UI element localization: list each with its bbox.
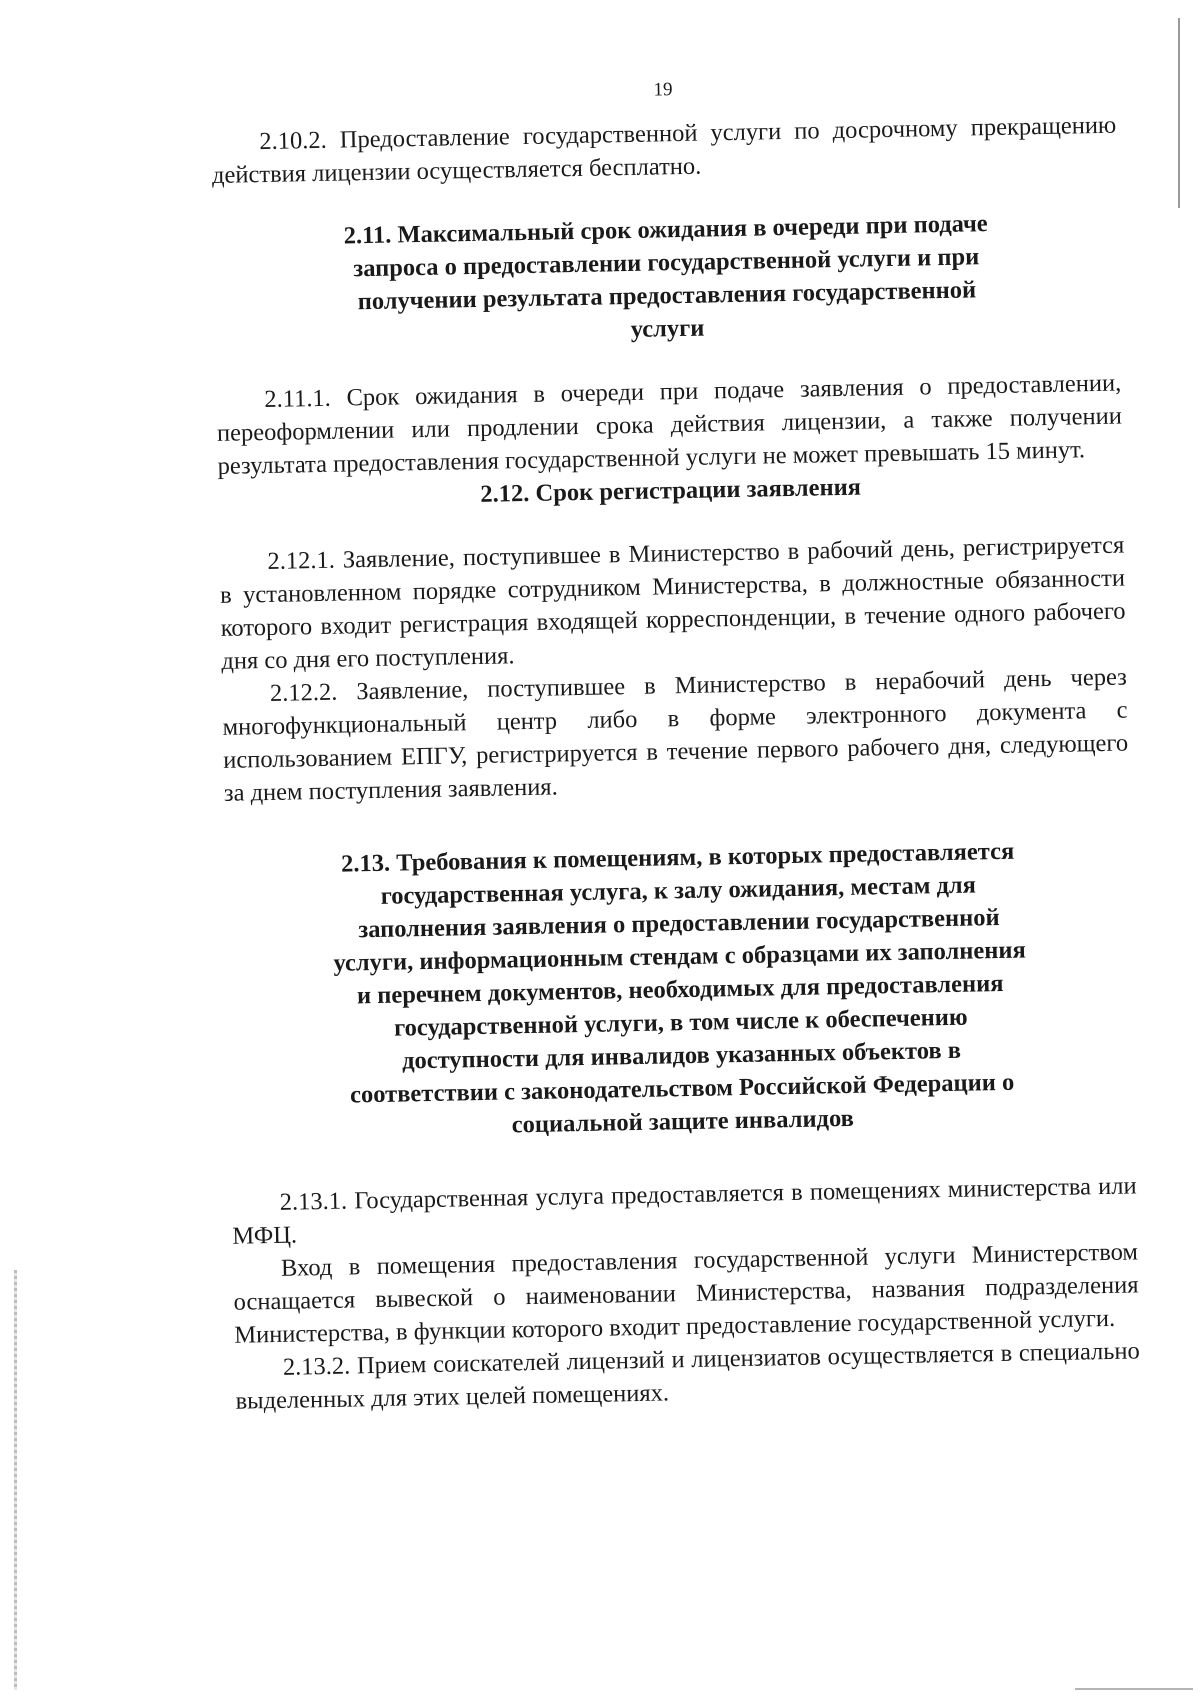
page-number: 19: [653, 79, 673, 101]
document-page: [210, 53, 1141, 1418]
paragraph-2-13-1: 2.13.1. Государственная услуга предоставляется в помещениях министерства или МФЦ.: [232, 1172, 1137, 1250]
paragraph-2-12-1: 2.12.1. Заявление, поступившее в Министерство в рабочий день, регистрируется в установленном порядке сотрудником Министерства, в должностные обязанности которого входит регистрация входящей корреспонденции, в течение одного рабочего дня со дня его поступления.: [219, 531, 1126, 675]
heading-2-13: 2.13. Требования к помещениям, в которых предоставляется государственная услуга, к залу ожидания, местам для заполнения заявления о предоставлении государственной услуги, информационным стендам с образцами их заполнения и перечнем документов, необходимых для предоставления государственной услуги, в том числе к обеспечению доступности для инвалидов указанных объектов в соответствии с законодательством Российской Федерации о социальной защите инвалидов: [333, 837, 1026, 1139]
paragraph-2-13-2: 2.13.2. Прием соискателей лицензий и лицензиатов осуществляется в специально выделенных для этих целей помещениях.: [235, 1337, 1141, 1415]
scan-edge-left: [14, 1270, 17, 1690]
scan-edge-bottom: [1075, 1688, 1193, 1690]
paragraph-2-10-2: 2.10.2. Предоставление государственной услуги по досрочному прекращению действия лицензии осуществляется бесплатно.: [211, 111, 1117, 189]
paragraph-2-12-2: 2.12.2. Заявление, поступившее в Министерство в нерабочий день через многофункциональный центр либо в форме электронного документа с использованием ЕПГУ, регистрируется в течение первого рабочего дня, следующего за днем поступления заявления.: [222, 663, 1129, 807]
scan-edge-right: [1178, 18, 1180, 208]
paragraph-entrance: Вход в помещения предоставления государственной услуги Министерством оснащается вывеской о наименовании Министерства, названия подразделения Министерства, в функции которого входит предоставление государственной услуги.: [233, 1238, 1139, 1349]
heading-2-11: 2.11. Максимальный срок ожидания в очереди при подаче запроса о предоставлении государственной услуги и при получении результата предоставления государственной услуги: [343, 210, 988, 343]
heading-2-12: 2.12. Срок регистрации заявления: [480, 473, 862, 508]
paragraph-2-11-1: 2.11.1. Срок ожидания в очереди при подаче заявления о предоставлении, переоформлении или продлении срока действия лицензии, а также получении результата предоставления государственной услуги не может превышать 15 минут.: [216, 369, 1123, 480]
